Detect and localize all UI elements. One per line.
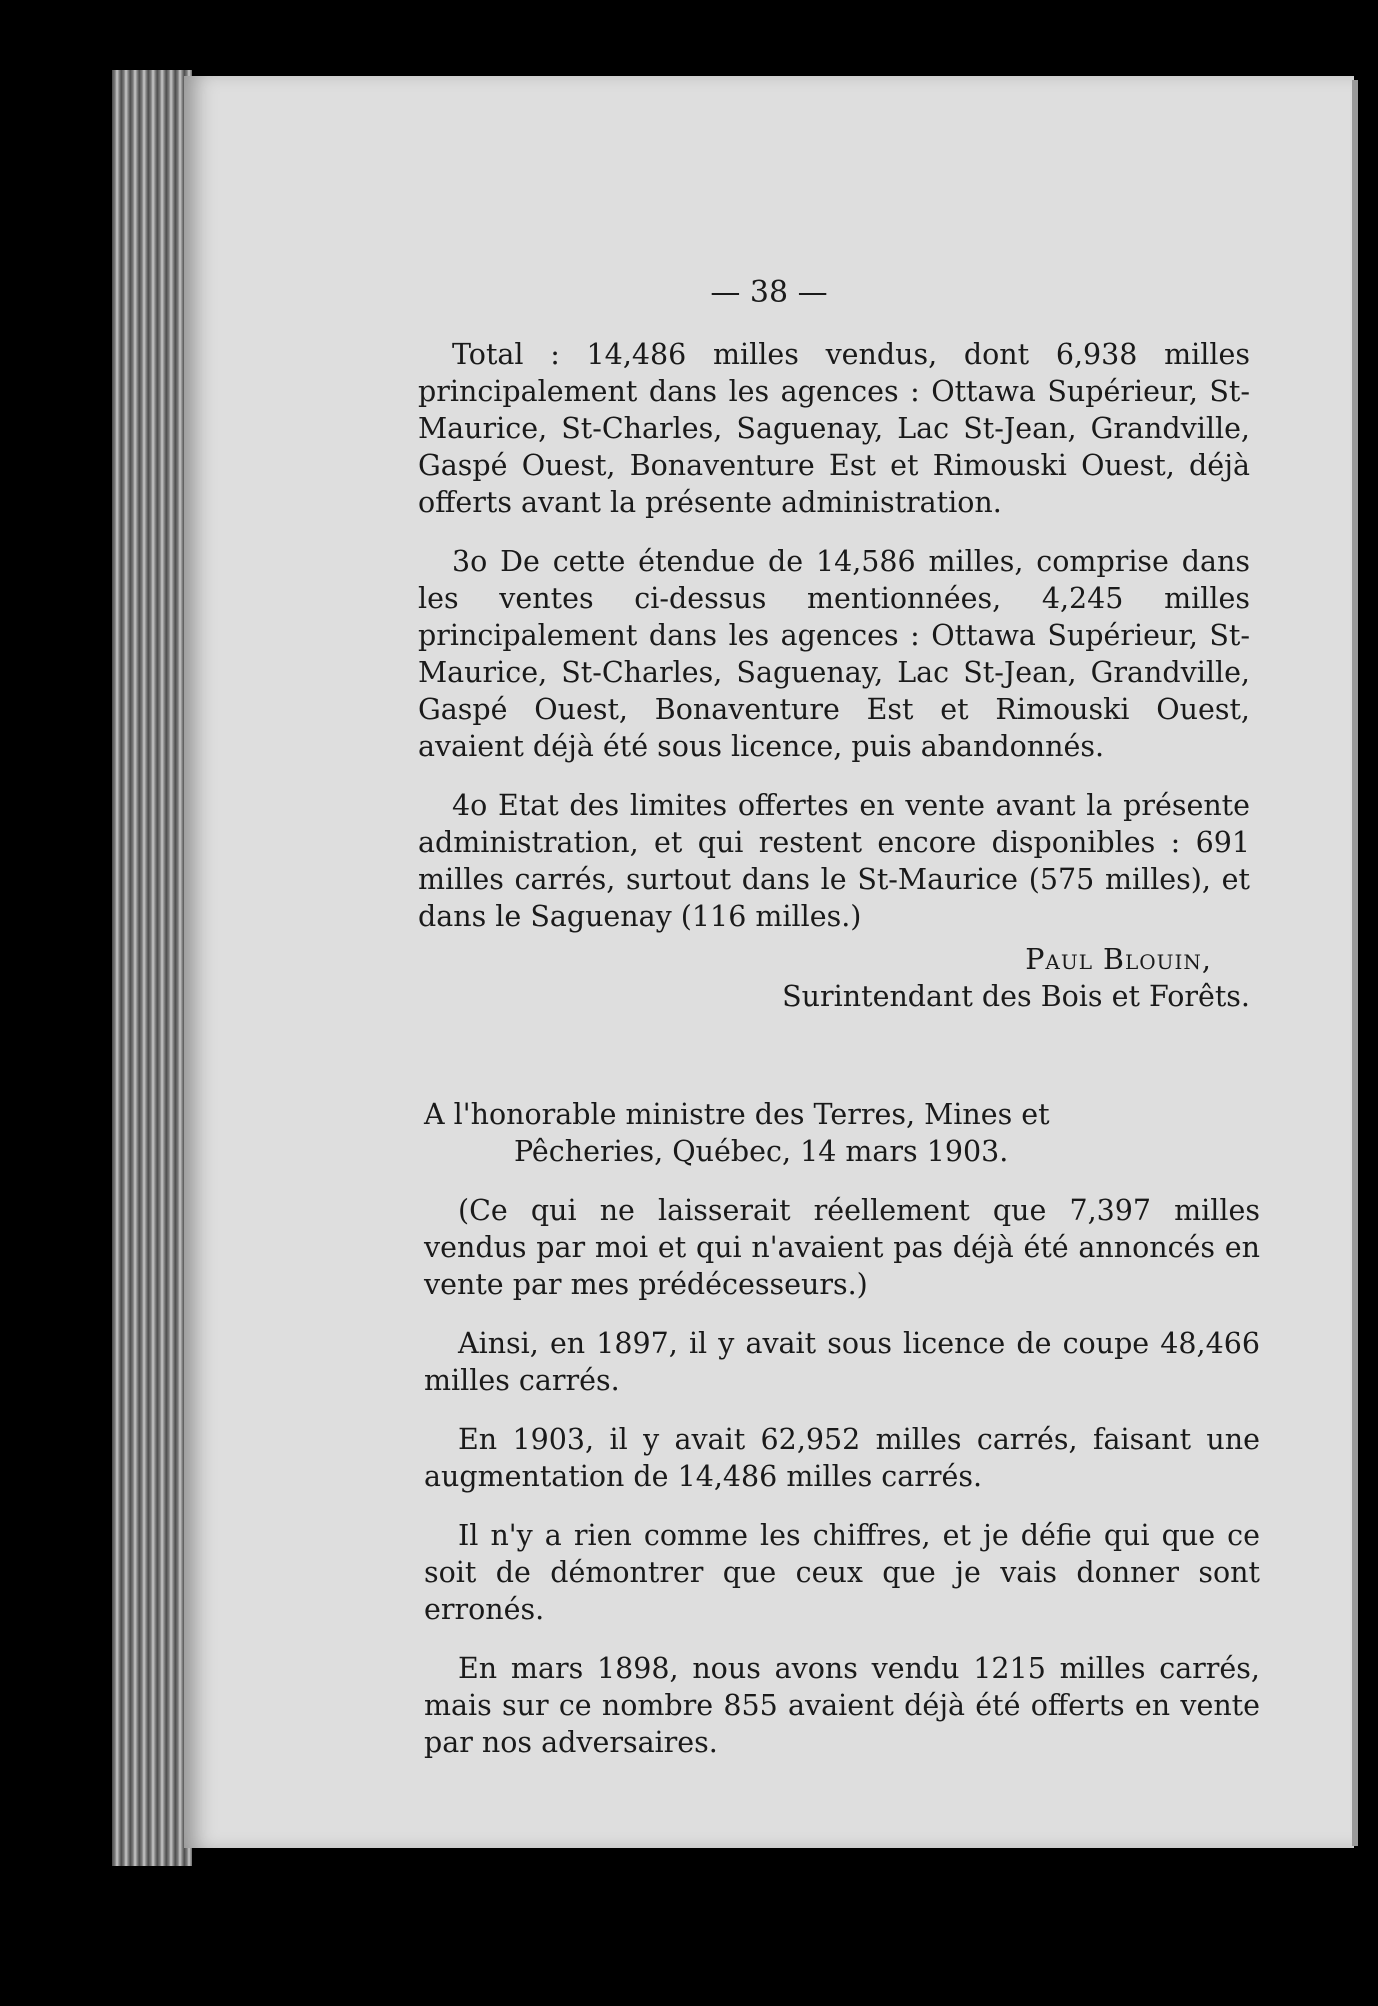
paragraph-mars-1898: En mars 1898, nous avons vendu 1215 milles carrés, mais sur ce nombre 855 avaient déjà été offerts en vente par nos adversaires. bbox=[424, 1652, 1260, 1759]
addressee-line-1: A l'honorable ministre des Terres, Mines et bbox=[424, 1098, 1050, 1131]
paragraph-chiffres: Il n'y a rien comme les chiffres, et je défie qui que ce soit de démontrer que ceux que je vais donner sont erronés. bbox=[424, 1519, 1260, 1626]
page-number: — 38 — bbox=[710, 275, 828, 310]
signature-title: Surintendant des Bois et Forêts. bbox=[782, 980, 1250, 1013]
signature-name: Paul Blouin, bbox=[1025, 943, 1212, 976]
addressee-line-2: Pêcheries, Québec, 14 mars 1903. bbox=[514, 1135, 1009, 1168]
paragraph-4o: 4o Etat des limites offertes en vente avant la présente administration, et qui restent encore disponibles : 691 milles carrés, surtout dans le St-Maurice (575 milles), et dans le Saguenay (116 milles.) bbox=[418, 789, 1250, 933]
text-block-bottom bbox=[424, 1096, 1260, 1783]
paragraph-parenthetical: (Ce qui ne laisserait réellement que 7,397 milles vendus par moi et qui n'avaient pas déjà été annoncés en vente par mes prédécesseurs.) bbox=[424, 1194, 1260, 1301]
paragraph-1897: Ainsi, en 1897, il y avait sous licence de coupe 48,466 milles carrés. bbox=[424, 1327, 1260, 1397]
paragraph-1903: En 1903, il y avait 62,952 milles carrés, faisant une augmentation de 14,486 milles carrés. bbox=[424, 1423, 1260, 1493]
book-page-edges bbox=[112, 70, 192, 1866]
page-right-edge bbox=[1352, 80, 1358, 1846]
book-page bbox=[184, 76, 1354, 1848]
paragraph-3o: 3o De cette étendue de 14,586 milles, comprise dans les ventes ci-dessus mentionnées, 4,245 milles principalement dans les agences : Ottawa Supérieur, St-Maurice, St-Charles, Saguenay, Lac St-Jean, Grandville, Gaspé Ouest, Bonaventure Est et Rimouski Ouest, avaient déjà été sous licence, puis abandonnés. bbox=[418, 545, 1250, 763]
paragraph-total: Total : 14,486 milles vendus, dont 6,938 milles principalement dans les agences : Ottawa Supérieur, St-Maurice, St-Charles, Saguenay, Lac St-Jean, Grandville, Gaspé Ouest, Bonaventure Est et Rimouski Ouest, déjà offerts avant la présente administration. bbox=[418, 338, 1250, 519]
text-block-top bbox=[418, 336, 1250, 1015]
